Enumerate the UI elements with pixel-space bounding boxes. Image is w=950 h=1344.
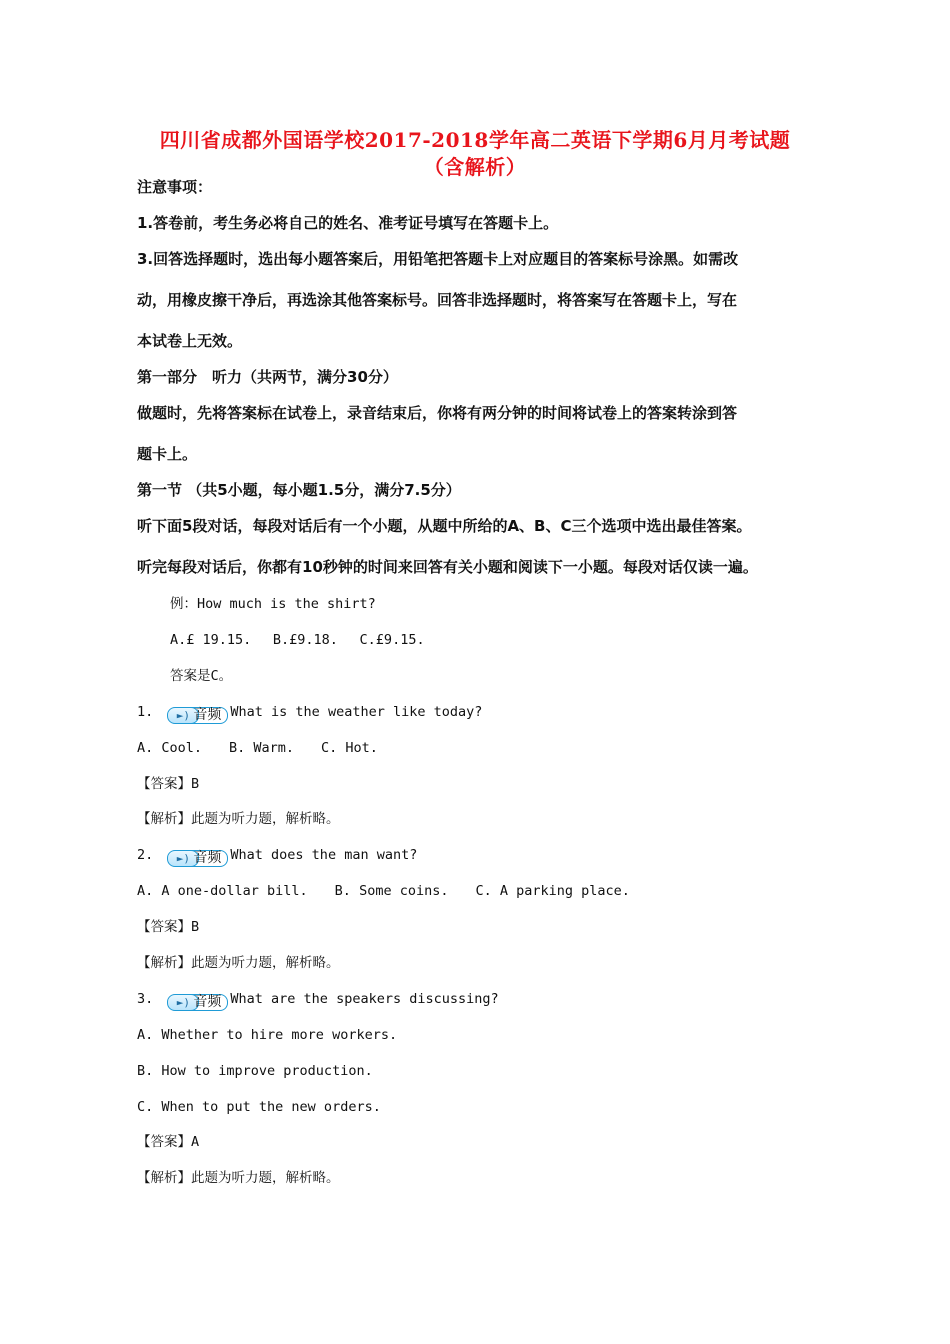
question-3-option-a: A. Whether to hire more workers. xyxy=(137,1027,398,1043)
analysis-text: 此题为听力题，解析略。 xyxy=(191,1170,340,1186)
question-3-option-b: B. How to improve production. xyxy=(137,1063,373,1079)
speaker-icon: ►) xyxy=(167,707,199,724)
analysis-text: 此题为听力题，解析略。 xyxy=(191,955,340,971)
section1-desc-line1: 听下面5段对话，每段对话后有一个小题，从题中所给的A、B、C三个选项中选出最佳答案。 xyxy=(137,517,752,535)
document-title: 四川省成都外国语学校2017-2018学年高二英语下学期6月月考试题 xyxy=(159,128,791,152)
question-text: What are the speakers discussing? xyxy=(230,991,499,1007)
question-2-analysis xyxy=(137,954,340,972)
example-options: A.£ 19.15. B.£9.18. C.£9.15. xyxy=(170,632,425,648)
answer-tag: 【答案】 xyxy=(137,1134,191,1150)
speaker-icon: ►) xyxy=(167,850,199,867)
question-2 xyxy=(137,846,417,866)
audio-label: 音频 xyxy=(191,850,228,867)
question-1 xyxy=(137,703,482,723)
analysis-tag: 【解析】 xyxy=(137,1170,191,1186)
question-1-analysis xyxy=(137,810,340,828)
answer-tag: 【答案】 xyxy=(137,919,191,935)
example-answer: 答案是C。 xyxy=(170,668,233,684)
question-number: 3. xyxy=(137,991,154,1007)
notice-item-3-line3: 本试卷上无效。 xyxy=(137,332,243,350)
answer-value: A xyxy=(191,1134,200,1150)
question-3-option-c: C. When to put the new orders. xyxy=(137,1099,381,1115)
document-subtitle: （含解析） xyxy=(423,155,527,179)
analysis-tag: 【解析】 xyxy=(137,811,191,827)
question-1-answer xyxy=(137,775,199,793)
question-2-options: A. A one-dollar bill. B. Some coins. C. A parking place. xyxy=(137,883,630,899)
notice-heading: 注意事项： xyxy=(137,178,213,196)
part1-desc-line2: 题卡上。 xyxy=(137,445,198,463)
question-text: What does the man want? xyxy=(230,847,418,863)
analysis-tag: 【解析】 xyxy=(137,955,191,971)
question-3 xyxy=(137,990,499,1010)
question-number: 2. xyxy=(137,847,154,863)
question-3-analysis xyxy=(137,1169,340,1187)
audio-button[interactable] xyxy=(167,849,228,866)
question-number: 1. xyxy=(137,704,154,720)
answer-tag: 【答案】 xyxy=(137,776,191,792)
answer-value: B xyxy=(191,776,200,792)
question-text: What is the weather like today? xyxy=(230,704,483,720)
speaker-icon: ►) xyxy=(167,994,199,1011)
question-3-answer xyxy=(137,1133,199,1151)
analysis-text: 此题为听力题，解析略。 xyxy=(191,811,340,827)
notice-item-3-line1: 3.回答选择题时，选出每小题答案后，用铅笔把答题卡上对应题目的答案标号涂黑。如需改 xyxy=(137,250,739,268)
question-1-options: A. Cool. B. Warm. C. Hot. xyxy=(137,740,378,756)
question-2-answer xyxy=(137,918,199,936)
notice-item-3-line2: 动，用橡皮擦干净后，再选涂其他答案标号。回答非选择题时，将答案写在答题卡上，写在 xyxy=(137,291,738,309)
audio-button[interactable] xyxy=(167,706,228,723)
audio-label: 音频 xyxy=(191,994,228,1011)
example-question: 例：How much is the shirt? xyxy=(170,596,376,612)
part1-heading: 第一部分 听力（共两节，满分30分） xyxy=(137,368,398,386)
part1-desc-line1: 做题时，先将答案标在试卷上，录音结束后，你将有两分钟的时间将试卷上的答案转涂到答 xyxy=(137,404,738,422)
section1-heading: 第一节 （共5小题，每小题1.5分，满分7.5分） xyxy=(137,481,461,499)
answer-value: B xyxy=(191,919,200,935)
notice-item-1: 1.答卷前，考生务必将自己的姓名、准考证号填写在答题卡上。 xyxy=(137,214,559,232)
section1-desc-line2: 听完每段对话后，你都有10秒钟的时间来回答有关小题和阅读下一小题。每段对话仅读一遍。 xyxy=(137,558,758,576)
audio-button[interactable] xyxy=(167,993,228,1010)
audio-label: 音频 xyxy=(191,707,228,724)
